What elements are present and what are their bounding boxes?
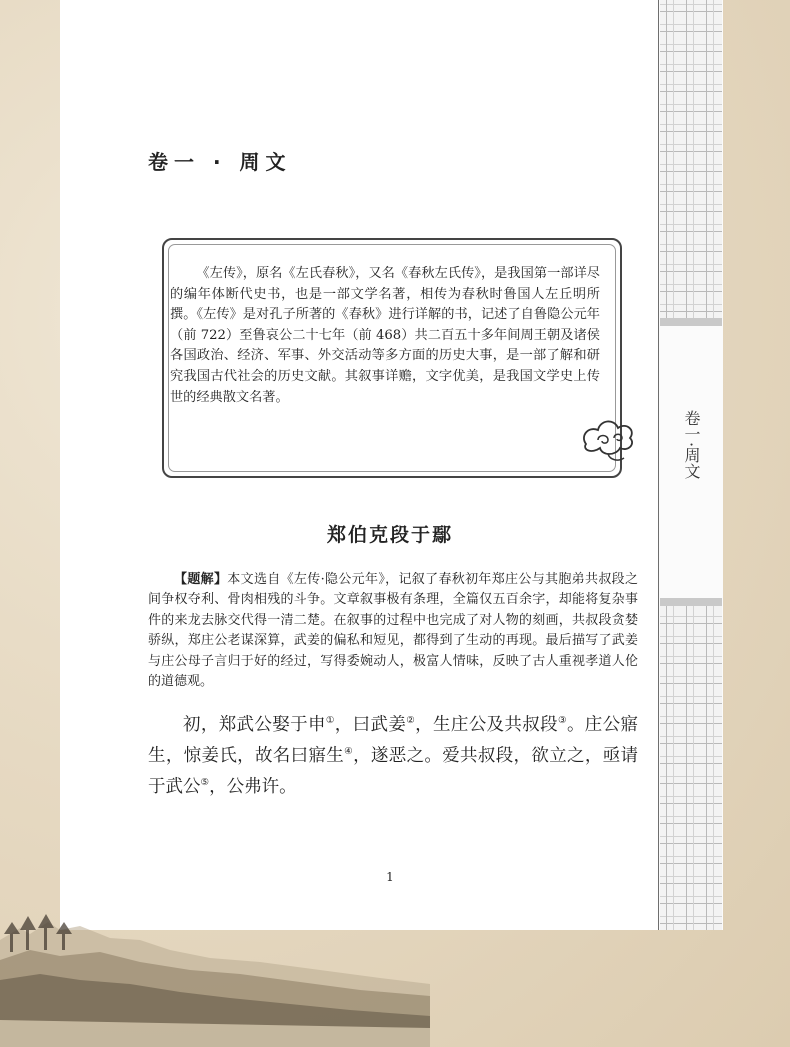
intro-text: 《左传》，原名《左氏春秋》，又名《春秋左氏传》，是我国第一部详尽的编年体断代史书，也是一部文学名著，相传为春秋时鲁国人左丘明所撰。《左传》是对孔子所著的《春秋》进行详解的书，记述了自鲁隐公元年（前 722）至鲁哀公二十七年（前 468）共二百五十多年间周王朝及诸侯各国政治、经济、军事、外交活动等多方面的历史大事，是一部了解和研究我国古代社会的历史文献。其叙事详赡，文字优美，是我国文学史上传世的经典散文名著。: [170, 266, 600, 405]
chapter-title: 卷一 · 周文: [148, 150, 292, 174]
abstract-tag: 【题解】: [174, 572, 228, 587]
cloud-ornament-icon: [578, 414, 638, 464]
text-segment: ，生庄公及共叔段: [415, 715, 558, 735]
ink-landscape-illustration: [0, 900, 430, 1047]
abstract-text: 本文选自《左传·隐公元年》，记叙了春秋初年郑庄公与其胞弟共叔段之间争权夺利、骨肉相残的斗争。文章叙事极有条理，全篇仅五百余字，却能将复杂事件的来龙去脉交代得一清二楚。在叙事的过程中也完成了对人物的刻画，共叔段贪婪骄纵，郑庄公老谋深算，武姜的偏私和短见，都得到了生动的再现。最后描写了武姜与庄公母子言归于好的经过，写得委婉动人，极富人情味，反映了古人重视孝道人伦的道德观。: [148, 572, 638, 690]
footnote-ref: ③: [557, 715, 567, 727]
side-chapter-label: 卷一·周文: [682, 410, 701, 480]
section-title: 郑伯克段于鄢: [326, 524, 453, 546]
text-segment: ，遂恶之。爱共叔段，欲立之，亟请于武公: [148, 746, 639, 797]
main-text: [148, 710, 638, 803]
footnote-ref: ①: [325, 715, 335, 727]
footnote-ref: ②: [406, 715, 416, 727]
abstract-paragraph: [148, 570, 638, 692]
footnote-ref: ④: [344, 746, 354, 758]
text-segment: 。庄公寤生，惊姜氏，故名曰寤生: [148, 715, 638, 766]
divider: [660, 598, 722, 606]
footnote-ref: ⑤: [200, 777, 210, 789]
fret-pattern-bottom: [660, 606, 722, 930]
divider: [660, 318, 722, 326]
fret-pattern-top: [660, 0, 722, 318]
side-panel: [658, 0, 723, 930]
text-segment: ，曰武姜: [334, 715, 407, 735]
text-segment: 初，郑武公娶于申: [183, 715, 326, 735]
text-segment: ，公弗许。: [209, 777, 297, 797]
page-number: 1: [386, 870, 394, 884]
